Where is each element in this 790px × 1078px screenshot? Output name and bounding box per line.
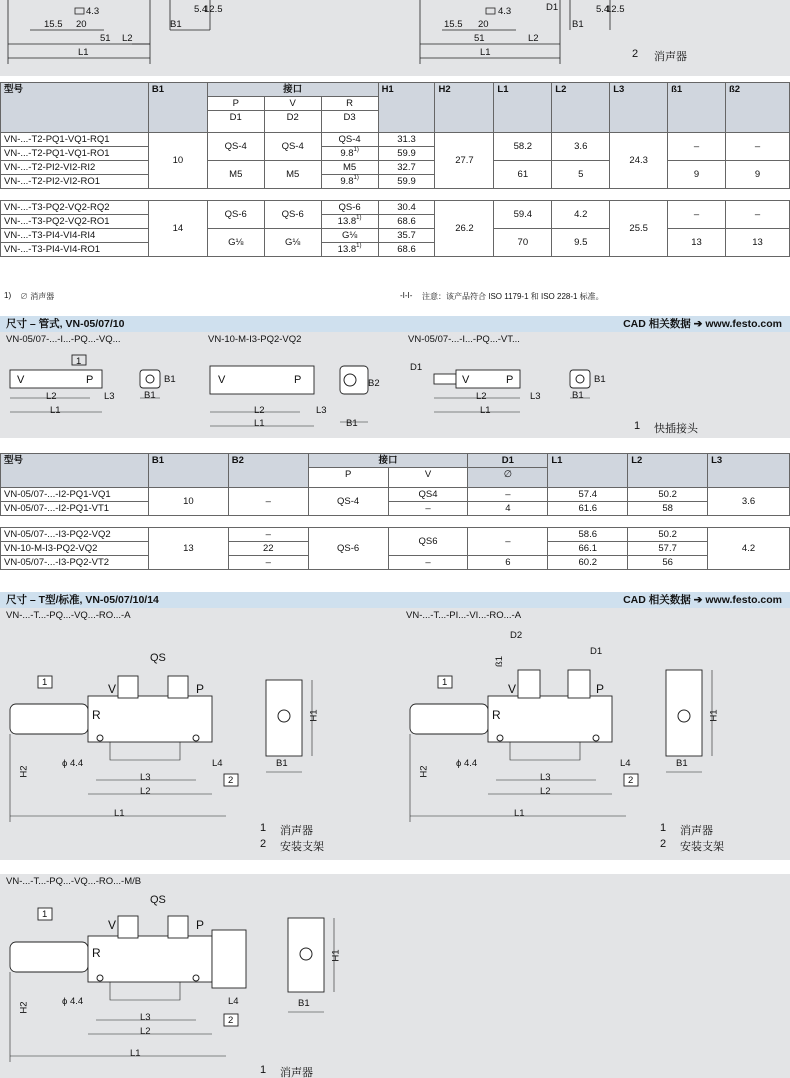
cad-link[interactable]: CAD 相关数据 ➔ www.festo.com: [623, 318, 782, 330]
cell: –: [228, 528, 308, 542]
table-header-row: [1, 454, 790, 468]
cell: 4: [468, 502, 548, 516]
legend-number: 1: [660, 822, 667, 834]
dim-label: B1: [276, 758, 288, 769]
cell: VN-05/07-...-I2-PQ1-VQ1: [1, 488, 149, 502]
cad-link[interactable]: CAD 相关数据 ➔ www.festo.com: [623, 594, 782, 606]
dim-label: H1: [330, 949, 342, 962]
cell: 57.4: [548, 488, 628, 502]
col-subheader: D1: [207, 111, 264, 133]
cell: VN-05/07-...-I2-PQ1-VT1: [1, 502, 149, 516]
dim-label: 51: [474, 33, 485, 44]
col-header: L2: [628, 454, 708, 488]
callout-number: 2: [228, 775, 234, 786]
mark-label: V: [508, 682, 517, 696]
col-subheader: V: [264, 97, 321, 111]
col-header: ß2: [726, 83, 790, 133]
col-header: H2: [435, 83, 494, 133]
col-subheader: P: [308, 468, 388, 488]
cell: QS-4: [321, 133, 378, 147]
mark-label: P: [86, 374, 94, 386]
cell: –: [228, 488, 308, 516]
cell: 3.6: [708, 488, 790, 516]
dim-label: D2: [510, 630, 523, 641]
dim-label: B1: [164, 374, 176, 385]
cell: 9: [726, 161, 790, 189]
cell: VN-...-T2-PQ1-VQ1-RO1: [1, 147, 149, 161]
col-header: B1: [148, 454, 228, 488]
cell: –: [726, 201, 790, 229]
legend-number: 2: [632, 48, 639, 60]
mark-label: P: [294, 374, 302, 386]
table-row: [1, 502, 790, 516]
dim-label: 4.3: [498, 6, 512, 17]
dim-label: D1: [410, 362, 423, 373]
dim-label: L3: [530, 391, 541, 402]
cell: 24.3: [610, 133, 668, 189]
dim-label: L1: [514, 808, 525, 819]
cell: QS-6: [264, 201, 321, 229]
cell: QS6: [388, 528, 468, 556]
legend-text: 消声器: [280, 825, 313, 837]
cell: –: [228, 556, 308, 570]
legend-number: 1: [260, 822, 267, 834]
dim-label: ß1: [494, 655, 506, 668]
cell: 57.7: [628, 542, 708, 556]
table-row: [1, 488, 790, 502]
cell: QS-6: [207, 201, 264, 229]
dim-label: 20: [478, 19, 489, 30]
mark-label: R: [492, 708, 501, 722]
col-subheader: D3: [321, 111, 378, 133]
dim-label: B2: [368, 378, 380, 389]
dim-label: L1: [50, 405, 61, 416]
cell: –: [668, 201, 726, 229]
dim-label: B1: [572, 19, 584, 30]
dim-label: 12.5: [204, 4, 223, 15]
tube-drawing-panel: [0, 332, 790, 438]
col-header: 接口: [308, 454, 468, 468]
cell: VN-05/07-...-I3-PQ2-VT2: [1, 556, 149, 570]
mb-drawing-panel: [0, 874, 790, 1078]
dim-label: H1: [708, 709, 720, 722]
dim-label: L1: [480, 47, 491, 58]
cell: 66.1: [548, 542, 628, 556]
table-row: [1, 133, 790, 147]
top-drawing-lines: [0, 0, 790, 76]
dim-label: 20: [76, 19, 87, 30]
cell: VN-...-T3-PI4-VI4-RO1: [1, 243, 149, 257]
legend-text: 消声器: [280, 1067, 313, 1078]
cell: –: [668, 133, 726, 161]
cell: QS-6: [308, 528, 388, 570]
note-text: 注意：该产品符合 ISO 1179-1 和 ISO 228-1 标准。: [422, 292, 604, 301]
cell: 9.8$^{1)}$: [321, 175, 378, 189]
dim-label: L4: [620, 758, 631, 769]
cell: 9.5: [552, 229, 610, 257]
cell: 59.9: [378, 147, 435, 161]
drawing-subtitle: VN-...-T...-PQ...-VQ...-RO...-M/B: [6, 876, 142, 887]
cell: 9.8$^{1)}$: [321, 147, 378, 161]
cell: 61.6: [548, 502, 628, 516]
cell: 26.2: [435, 201, 494, 257]
cell: QS-4: [264, 133, 321, 161]
drawing-subtitle: VN-05/07-...-I...-PQ...-VQ...: [6, 334, 121, 345]
cell: 68.6: [378, 215, 435, 229]
mark-label: QS: [150, 894, 166, 906]
cell: M5: [264, 161, 321, 189]
dim-label: L4: [212, 758, 223, 769]
col-subheader: R: [321, 97, 378, 111]
legend-text: 快插接头: [654, 423, 698, 435]
cell: 50.2: [628, 528, 708, 542]
cell: G⅛: [264, 229, 321, 257]
cell: –: [388, 556, 468, 570]
dim-label: B1: [572, 390, 584, 401]
legend-number: 2: [660, 838, 667, 850]
cell: 70: [494, 229, 552, 257]
cell: QS-6: [321, 201, 378, 215]
cell: VN-...-T2-PI2-VI2-RI2: [1, 161, 149, 175]
cell: VN-...-T3-PI4-VI4-RI4: [1, 229, 149, 243]
dim-label: B1: [298, 998, 310, 1009]
mb-drawing-lines: [0, 874, 790, 1078]
callout-number: 1: [76, 356, 82, 367]
drawing-subtitle: VN-10-M-I3-PQ2-VQ2: [208, 334, 302, 345]
section-title: 尺寸 – 管式, VN-05/07/10: [6, 318, 125, 330]
cell: VN-...-T2-PI2-VI2-RO1: [1, 175, 149, 189]
legend-number: 2: [260, 838, 267, 850]
dim-label: H2: [418, 765, 430, 778]
col-subheader: D2: [264, 111, 321, 133]
cell: G⅛: [207, 229, 264, 257]
mark-label: P: [596, 682, 605, 696]
section-header: [0, 316, 790, 332]
cell: M5: [321, 161, 378, 175]
col-header: D1: [468, 454, 548, 468]
cell: 61: [494, 161, 552, 189]
cell: 58: [628, 502, 708, 516]
dim-label: 51: [100, 33, 111, 44]
dim-label: L1: [254, 418, 265, 429]
mark-label: V: [17, 374, 25, 386]
col-subheader: V: [388, 468, 468, 488]
cell: –: [468, 528, 548, 556]
mark-label: P: [196, 918, 205, 932]
col-header: L1: [494, 83, 552, 133]
callout-number: 1: [42, 909, 48, 920]
mark-label: V: [108, 918, 117, 932]
cell: 13: [148, 528, 228, 570]
mark-label: QS: [150, 652, 166, 664]
table-row: [1, 229, 790, 243]
legend-number: 1: [634, 420, 641, 432]
mark-label: P: [506, 374, 514, 386]
dim-label: 4.3: [86, 6, 100, 17]
cell: –: [468, 488, 548, 502]
legend-text: 安装支架: [280, 841, 324, 853]
drawing-subtitle: VN-...-T...-PI...-VI...-RO...-A: [406, 610, 522, 621]
cell: 22: [228, 542, 308, 556]
cell: –: [726, 133, 790, 161]
dim-label: L2: [122, 33, 133, 44]
dim-label: L3: [540, 772, 551, 783]
dim-label: D1: [590, 646, 603, 657]
dim-label: L3: [140, 772, 151, 783]
mark-label: R: [92, 946, 101, 960]
dim-label: 5.4: [596, 4, 610, 15]
dim-label: L2: [254, 405, 265, 416]
t-type-drawing-lines: [0, 608, 790, 860]
dim-label: B1: [170, 19, 182, 30]
cell: 56: [628, 556, 708, 570]
section-title: 尺寸 – T型/标准, VN-05/07/10/14: [6, 594, 159, 606]
cell: 4.2: [708, 528, 790, 570]
dim-label: L3: [140, 1012, 151, 1023]
legend-number: 1: [260, 1064, 267, 1076]
col-header: B2: [228, 454, 308, 488]
dim-label: 5.4: [194, 4, 208, 15]
dim-label: H1: [308, 709, 320, 722]
drawing-subtitle: VN-05/07-...-I...-PQ...-VT...: [408, 334, 520, 345]
dim-label: L1: [114, 808, 125, 819]
cell: VN-10-M-I3-PQ2-VQ2: [1, 542, 149, 556]
dim-label: L1: [78, 47, 89, 58]
dim-label: L2: [540, 786, 551, 797]
cell: VN-...-T3-PQ2-VQ2-RQ2: [1, 201, 149, 215]
dim-label: B1: [594, 374, 606, 385]
dim-label: H2: [18, 765, 30, 778]
cell: –: [388, 502, 468, 516]
dim-label: L3: [104, 391, 115, 402]
cell: 4.2: [552, 201, 610, 229]
cell: VN-...-T2-PQ1-VQ1-RQ1: [1, 133, 149, 147]
footnote: ∅ 消声器: [20, 292, 55, 301]
dim-label: L3: [316, 405, 327, 416]
callout-number: 1: [442, 677, 448, 688]
callout-number: 2: [628, 775, 634, 786]
cell: 9: [668, 161, 726, 189]
section-header: [0, 592, 790, 608]
cell: VN-05/07-...-I3-PQ2-VQ2: [1, 528, 149, 542]
cell: 13.8$^{1)}$: [321, 243, 378, 257]
cell: 25.5: [610, 201, 668, 257]
callout-number: 1: [42, 677, 48, 688]
dim-label: 15.5: [444, 19, 463, 30]
dim-label: L2: [528, 33, 539, 44]
col-header: L1: [548, 454, 628, 488]
col-header: L2: [552, 83, 610, 133]
drawing-subtitle: VN-...-T...-PQ...-VQ...-RO...-A: [6, 610, 131, 621]
cell: 68.6: [378, 243, 435, 257]
col-header: 型号: [1, 454, 149, 488]
cell: 32.7: [378, 161, 435, 175]
col-header: ß1: [668, 83, 726, 133]
cell: 14: [148, 201, 207, 257]
col-header: 接口: [207, 83, 378, 97]
dim-label: B1: [676, 758, 688, 769]
cell: QS-4: [308, 488, 388, 516]
cell: 13.8$^{1)}$: [321, 215, 378, 229]
dim-label: L2: [46, 391, 57, 402]
cell: 6: [468, 556, 548, 570]
cell: 58.6: [548, 528, 628, 542]
col-header: H1: [378, 83, 435, 133]
cell: QS-4: [207, 133, 264, 161]
spec-table-t-type: [0, 82, 790, 257]
top-drawing-panel: [0, 0, 790, 76]
cell: 60.2: [548, 556, 628, 570]
col-subheader: ∅: [468, 468, 548, 488]
cell: 13: [668, 229, 726, 257]
dim-label: L2: [140, 1026, 151, 1037]
table-row: [1, 528, 790, 542]
dim-label: D1: [546, 2, 559, 13]
cell: 5: [552, 161, 610, 189]
dim-label: L4: [228, 996, 239, 1007]
cell: 58.2: [494, 133, 552, 161]
note-icon: -I-I-: [400, 291, 413, 300]
col-subheader: P: [207, 97, 264, 111]
cell: M5: [207, 161, 264, 189]
footnote-number: 1): [4, 291, 12, 300]
dim-label: B1: [346, 418, 358, 429]
legend-text: 安装支架: [680, 841, 724, 853]
mark-label: R: [92, 708, 101, 722]
cell: 50.2: [628, 488, 708, 502]
col-header: L3: [708, 454, 790, 488]
t-type-drawing-panel: [0, 608, 790, 860]
mark-label: V: [218, 374, 226, 386]
dim-label: 15.5: [44, 19, 63, 30]
callout-number: 2: [228, 1015, 234, 1026]
dim-label: ϕ 4.4: [456, 758, 478, 769]
dim-label: 12.5: [606, 4, 625, 15]
dim-label: L2: [140, 786, 151, 797]
mark-label: P: [196, 682, 205, 696]
col-header: B1: [148, 83, 207, 133]
cell: 3.6: [552, 133, 610, 161]
cell: QS4: [388, 488, 468, 502]
table-row: [1, 161, 790, 175]
table-row: [1, 201, 790, 215]
cell: 35.7: [378, 229, 435, 243]
cell: 59.9: [378, 175, 435, 189]
dim-label: H2: [18, 1001, 30, 1014]
col-header: 型号: [1, 83, 149, 133]
dim-label: ϕ 4.4: [62, 996, 84, 1007]
legend-text: 消声器: [654, 51, 687, 63]
dim-label: ϕ 4.4: [62, 758, 84, 769]
dim-label: L1: [480, 405, 491, 416]
cell: 27.7: [435, 133, 494, 189]
table-row: [1, 556, 790, 570]
cell: VN-...-T3-PQ2-VQ2-RO1: [1, 215, 149, 229]
col-header: L3: [610, 83, 668, 133]
cell: 59.4: [494, 201, 552, 229]
cell: 10: [148, 488, 228, 516]
cell: 13: [726, 229, 790, 257]
mark-label: V: [462, 374, 470, 386]
table-header-row: [1, 83, 790, 97]
cell: 31.3: [378, 133, 435, 147]
dim-label: L2: [476, 391, 487, 402]
cell: G⅛: [321, 229, 378, 243]
cell: 10: [148, 133, 207, 189]
spec-table-tube: [0, 453, 790, 570]
mark-label: V: [108, 682, 117, 696]
cell: 30.4: [378, 201, 435, 215]
dim-label: B1: [144, 390, 156, 401]
legend-text: 消声器: [680, 825, 713, 837]
dim-label: L1: [130, 1048, 141, 1059]
